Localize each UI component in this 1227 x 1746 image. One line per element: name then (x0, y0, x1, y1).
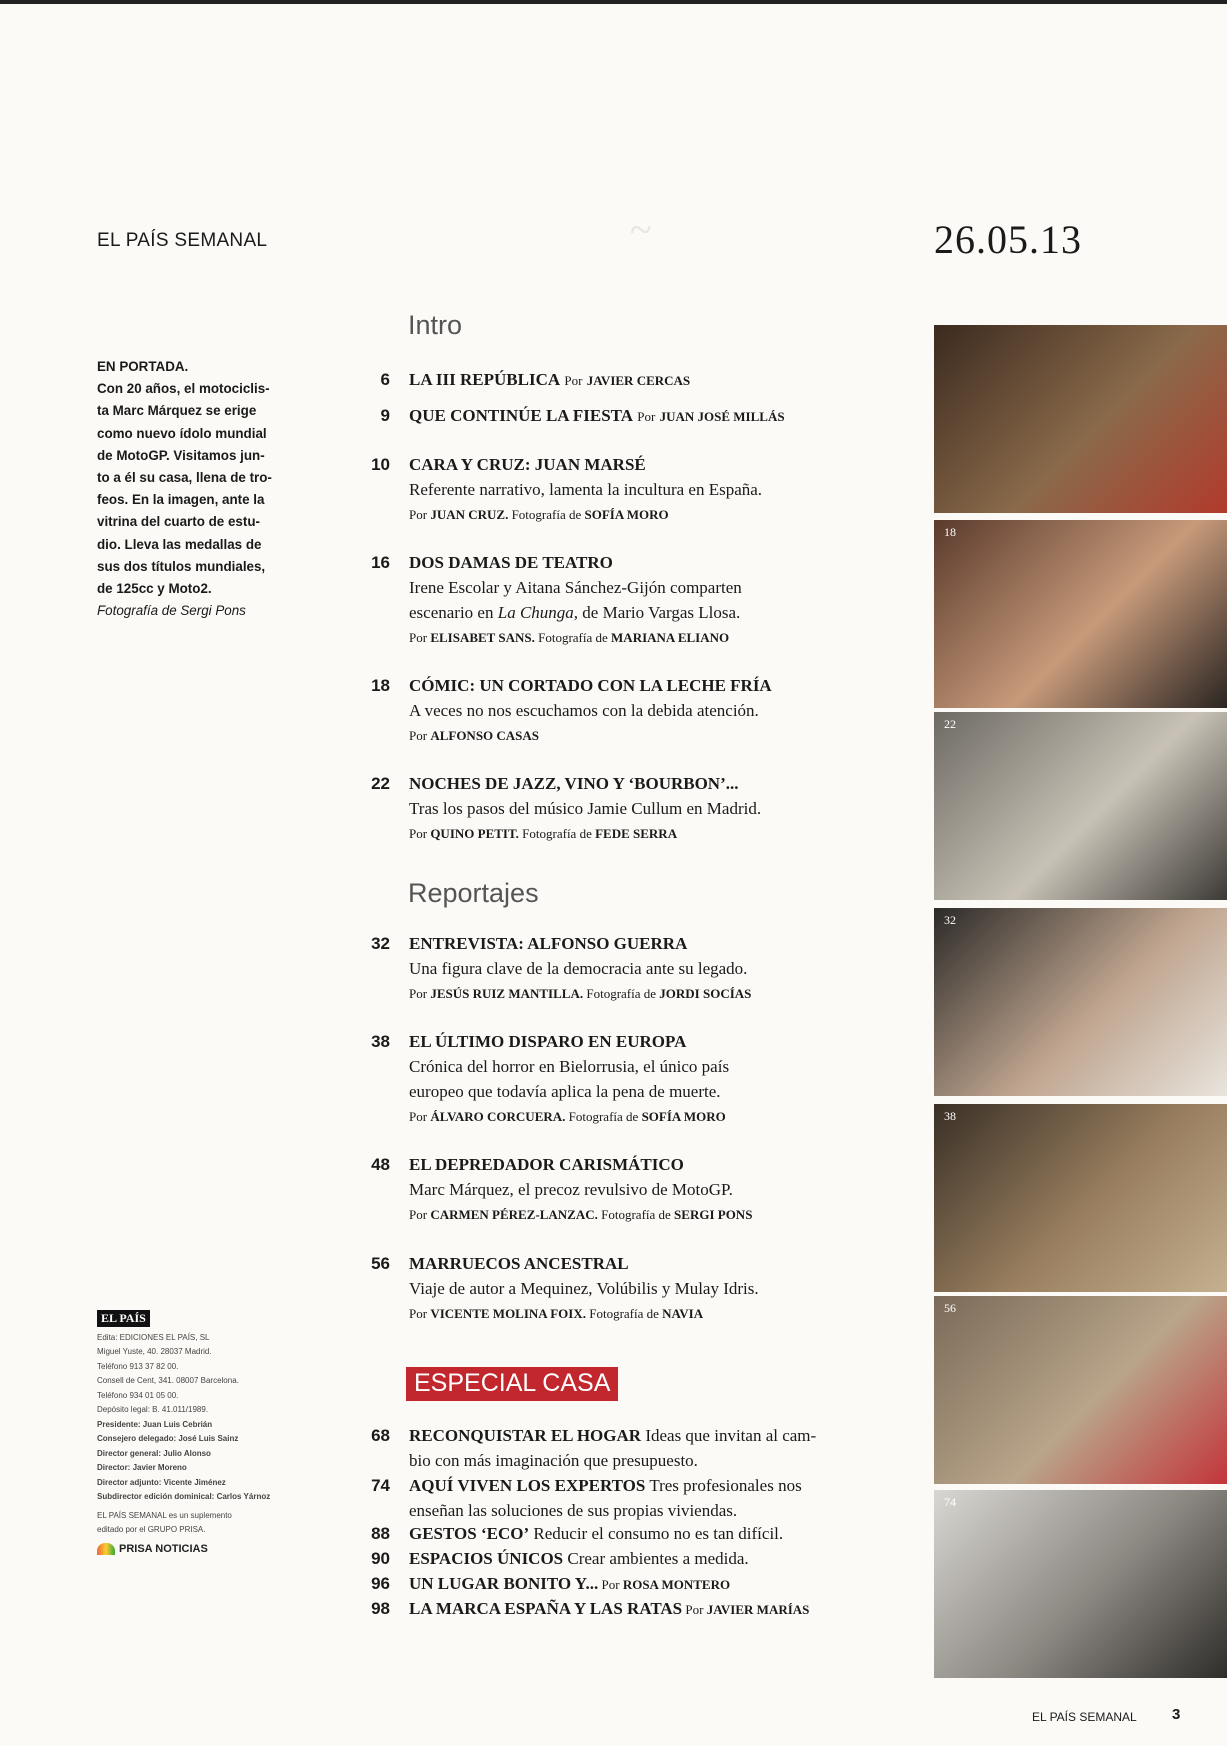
author: ALFONSO CASAS (430, 728, 540, 743)
cover-line: to a él su casa, llena de tro- (97, 470, 272, 486)
entry-title: LA III REPÚBLICA (409, 370, 561, 389)
author: JUAN CRUZ. (430, 507, 509, 522)
photo-framed-pictures[interactable]: 38 (934, 1104, 1227, 1292)
show-through-text: ~ (630, 207, 652, 252)
imprint (97, 1310, 287, 1556)
toc-entry[interactable] (355, 931, 835, 1006)
cover-line: EN PORTADA. (97, 359, 189, 374)
by-label: Por (409, 1306, 428, 1321)
photo-interior[interactable]: 74 (934, 1490, 1227, 1678)
cover-credit: Fotografía de Sergi Pons (97, 603, 246, 619)
photographer: SERGI PONS (674, 1207, 753, 1222)
entry-desc: Reducir el consumo no es tan difícil. (529, 1524, 784, 1543)
entry-title: EL DEPREDADOR CARISMÁTICO (409, 1155, 684, 1174)
imprint-line: Edita: EDICIONES EL PAÍS, SL (97, 1332, 210, 1342)
photo-actresses[interactable]: 18 (934, 520, 1227, 708)
entry-desc: Referente narrativo, lamenta la incultura en España. (409, 480, 763, 499)
entry-title: GESTOS ‘ECO’ (409, 1524, 530, 1543)
entry-desc: Irene Escolar y Aitana Sánchez-Gijón comparten (409, 578, 742, 597)
photographer: MARIANA ELIANO (611, 630, 730, 645)
entry-title: LA MARCA ESPAÑA Y LAS RATAS (409, 1599, 683, 1618)
by-label: Por (409, 986, 428, 1001)
page-number: 98 (371, 1599, 390, 1618)
toc-entry[interactable] (355, 403, 835, 429)
entry-title: MARRUECOS ANCESTRAL (409, 1254, 629, 1273)
page-number: 48 (371, 1155, 390, 1174)
author: JAVIER CERCAS (586, 373, 691, 388)
toc-entry[interactable] (355, 452, 835, 527)
author: VICENTE MOLINA FOIX. (430, 1306, 586, 1321)
page-number: 96 (371, 1574, 390, 1593)
photo-label: Fotografía de (511, 507, 582, 522)
entry-desc: Crónica del horror en Bielorrusia, el único país (409, 1057, 730, 1076)
author: ROSA MONTERO (622, 1577, 731, 1592)
page-number: 90 (371, 1549, 390, 1568)
imprint-line: Consejero delegado: José Luis Sainz (97, 1434, 239, 1443)
entry-desc: enseñan las soluciones de sus propias viviendas. (409, 1500, 738, 1520)
imprint-line: EL PAÍS SEMANAL es un suplemento (97, 1510, 232, 1520)
page-number: 18 (371, 676, 390, 695)
imprint-line: Teléfono 934 01 05 00. (97, 1390, 179, 1400)
toc-entry[interactable] (355, 1572, 850, 1598)
toc-entry[interactable] (355, 1547, 850, 1572)
masthead: EL PAÍS SEMANAL (97, 230, 268, 251)
imprint-line: Director: Javier Moreno (97, 1463, 187, 1472)
toc-entry[interactable] (355, 673, 835, 748)
cover-line: ta Marc Márquez se erige (97, 403, 257, 419)
entry-title: ESPACIOS ÚNICOS (409, 1549, 564, 1568)
imprint-line: Consell de Cent, 341. 08007 Barcelona. (97, 1376, 239, 1385)
imprint-line: Depósito legal: B. 41.011/1989. (97, 1405, 209, 1414)
prisa-noticias-logo: PRISA NOTICIAS (97, 1542, 287, 1557)
photo-label: Fotografía de (522, 826, 592, 841)
page-number: 88 (371, 1524, 390, 1543)
entry-desc: Tres profesionales nos (645, 1476, 802, 1495)
toc-entry[interactable] (355, 1251, 835, 1326)
photographer: SOFÍA MORO (641, 1109, 726, 1124)
photo-marse[interactable] (934, 325, 1227, 513)
page-number: 10 (371, 455, 390, 474)
entry-desc: A veces no nos escuchamos con la debida atención. (409, 701, 759, 720)
imprint-line: Subdirector edición dominical: Carlos Yárnoz (97, 1492, 271, 1501)
entry-desc: Crear ambientes a medida. (563, 1549, 749, 1568)
page-number: 9 (380, 406, 390, 425)
photo-alfonso-guerra[interactable]: 32 (934, 908, 1227, 1096)
section-intro: Intro (408, 310, 463, 340)
photo-label: Fotografía de (538, 630, 608, 645)
toc-entry[interactable] (355, 1424, 850, 1473)
footer-label: EL PAÍS SEMANAL (1032, 1710, 1137, 1724)
entry-desc: escenario en La Chunga, de Mario Vargas Llosa. (409, 603, 741, 622)
by-label: Por (409, 826, 428, 841)
toc-entry[interactable] (355, 771, 835, 846)
entry-title: AQUÍ VIVEN LOS EXPERTOS (409, 1476, 646, 1495)
by-label: Por (682, 1602, 707, 1617)
toc-entry[interactable] (355, 1029, 835, 1129)
entry-desc: bio con más imaginación que presupuesto. (409, 1450, 698, 1470)
photo-morocco[interactable]: 56 (934, 1296, 1227, 1484)
cover-line: feos. En la imagen, ante la (97, 492, 265, 508)
photographer: FEDE SERRA (595, 826, 678, 841)
page-number: 68 (371, 1426, 390, 1445)
toc-entry[interactable] (355, 1474, 850, 1523)
page-number: 16 (371, 553, 390, 572)
page-number: 22 (371, 774, 390, 793)
author: JESÚS RUIZ MANTILLA. (430, 986, 584, 1001)
photographer: JORDI SOCÍAS (659, 986, 752, 1001)
by-label: Por (409, 1207, 428, 1222)
cover-line: sus dos títulos mundiales, (97, 558, 266, 574)
by-label: Por (409, 1109, 428, 1124)
author: JAVIER MARÍAS (706, 1602, 810, 1617)
imprint-line: editado por el GRUPO PRISA. (97, 1525, 206, 1534)
entry-desc: europeo que todavía aplica la pena de muerte. (409, 1082, 721, 1101)
imprint-line: Teléfono 913 37 82 00. (97, 1361, 179, 1371)
photographer: SOFÍA MORO (584, 507, 669, 522)
photo-label: Fotografía de (568, 1109, 639, 1124)
author: CARMEN PÉREZ-LANZAC. (430, 1207, 598, 1222)
page-number: 6 (380, 370, 390, 389)
prisa-mark-icon (97, 1543, 115, 1555)
entry-title: RECONQUISTAR EL HOGAR (409, 1426, 642, 1445)
issue-date: 26.05.13 (934, 217, 1082, 262)
by-label: Por (598, 1577, 623, 1592)
author: QUINO PETIT. (430, 826, 519, 841)
imprint-line: Presidente: Juan Luis Cebrián (97, 1419, 213, 1429)
imprint-line: Director adjunto: Vicente Jiménez (97, 1477, 226, 1487)
entry-title: ENTREVISTA: ALFONSO GUERRA (409, 934, 688, 953)
cover-line: de MotoGP. Visitamos jun- (97, 447, 265, 463)
section-reportajes: Reportajes (408, 878, 539, 908)
page-number: 74 (371, 1476, 390, 1495)
author: ÁLVARO CORCUERA. (430, 1109, 566, 1124)
by-label: Por (409, 507, 428, 522)
page-number: 38 (371, 1032, 390, 1051)
cover-line: Con 20 años, el motociclis- (97, 381, 270, 397)
entry-title: NOCHES DE JAZZ, VINO Y ‘BOURBON’... (409, 774, 739, 793)
imprint-line: Miguel Yuste, 40. 28037 Madrid. (97, 1347, 212, 1356)
imprint-line: Director general: Julio Alonso (97, 1448, 211, 1458)
page-number: 32 (371, 934, 390, 953)
photo-label: Fotografía de (589, 1306, 659, 1321)
cover-line: vitrina del cuarto de estu- (97, 514, 260, 530)
cover-line: dio. Lleva las medallas de (97, 536, 262, 552)
cover-line: de 125cc y Moto2. (97, 581, 212, 597)
entry-title: QUE CONTINÚE LA FIESTA (409, 406, 634, 425)
el-pais-logo: EL PAÍS (97, 1310, 150, 1327)
page-number: 56 (371, 1254, 390, 1273)
entry-title: UN LUGAR BONITO Y... (409, 1574, 599, 1593)
cover-line: como nuevo ídolo mundial (97, 425, 267, 441)
by-label: Por (564, 373, 583, 388)
photo-label: Fotografía de (586, 986, 657, 1001)
top-rule (0, 0, 1227, 4)
entry-title: EL ÚLTIMO DISPARO EN EUROPA (409, 1032, 687, 1051)
entry-title: CARA Y CRUZ: JUAN MARSÉ (409, 455, 646, 474)
cover-caption (97, 356, 277, 622)
photographer: NAVIA (662, 1306, 704, 1321)
entry-desc: Marc Márquez, el precoz revulsivo de MotoGP. (409, 1180, 733, 1199)
toc-entry[interactable] (355, 1152, 835, 1227)
section-especial-casa: ESPECIAL CASA (406, 1367, 618, 1401)
by-label: Por (409, 630, 428, 645)
toc-entry[interactable] (355, 550, 835, 650)
toc-entry[interactable] (355, 367, 835, 393)
toc-entry[interactable] (355, 1597, 850, 1623)
photo-jamie-cullum[interactable]: 22 (934, 712, 1227, 900)
by-label: Por (637, 409, 656, 424)
entry-desc: Una figura clave de la democracia ante su legado. (409, 959, 748, 978)
by-label: Por (409, 728, 428, 743)
entry-desc: Viaje de autor a Mequinez, Volúbilis y Mulay Idris. (409, 1279, 759, 1298)
entry-desc: Tras los pasos del músico Jamie Cullum en Madrid. (409, 799, 762, 818)
page-number-footer: 3 (1172, 1706, 1181, 1723)
toc-entry[interactable] (355, 1522, 850, 1547)
author: ELISABET SANS. (430, 630, 535, 645)
entry-title: DOS DAMAS DE TEATRO (409, 553, 613, 572)
entry-title: CÓMIC: UN CORTADO CON LA LECHE FRÍA (409, 676, 772, 695)
author: JUAN JOSÉ MILLÁS (659, 409, 785, 424)
photo-label: Fotografía de (601, 1207, 671, 1222)
entry-desc: Ideas que invitan al cam- (641, 1426, 817, 1445)
